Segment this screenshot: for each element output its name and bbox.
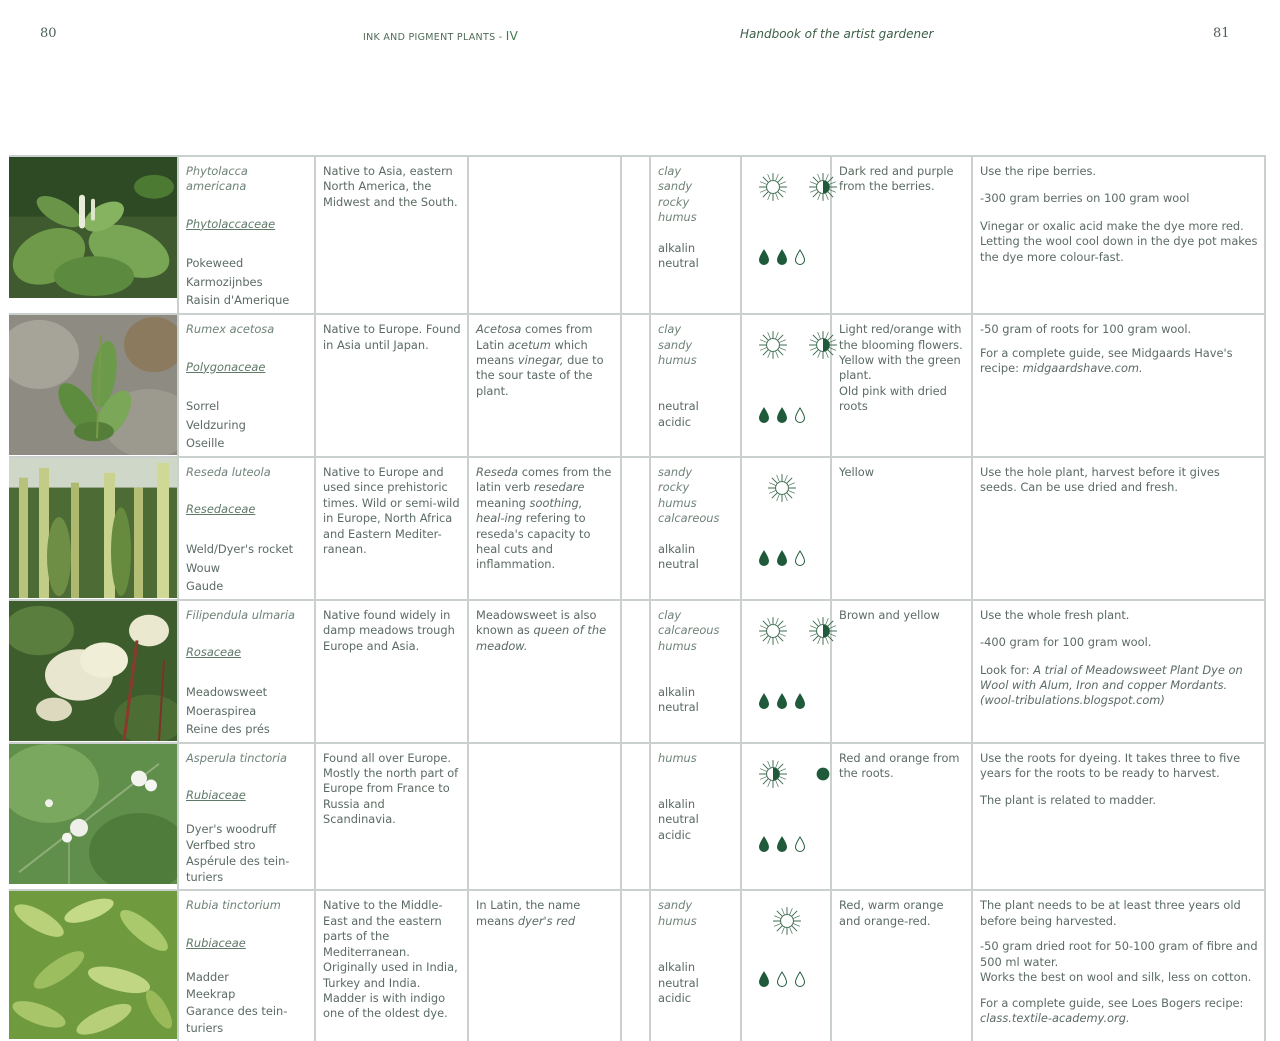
- family-name: Rosaceae: [186, 645, 242, 660]
- sun-icons: [767, 470, 797, 506]
- page-number-left: 80: [40, 26, 57, 41]
- common-name: Wouw: [186, 560, 221, 575]
- plant-photo: [9, 156, 178, 314]
- soil-types: clay sandy humus: [658, 322, 697, 368]
- full-sun-icon: [758, 616, 788, 646]
- family-name: Phytolaccaceae: [186, 216, 276, 231]
- note: The plant needs to be at least three years old before being harvested.: [980, 898, 1241, 928]
- color-result-cell: Dark red and purple from the berries.: [831, 156, 972, 314]
- note: -50 gram dried root for 50-100 gram of fibre and 500 ml water.: [980, 939, 1258, 969]
- note: For a complete guide, see Midgaards Have's recipe: midgaardshave.com.: [980, 345, 1233, 376]
- plant-names-cell: [178, 743, 315, 891]
- conditions-cell: [741, 743, 831, 891]
- water-icons: [758, 834, 806, 854]
- sun-icons: [772, 903, 802, 939]
- plant-names-cell: [178, 457, 315, 600]
- water-drop-filled-icon: [758, 407, 770, 423]
- common-name: Moeraspirea: [186, 703, 257, 718]
- note: Vinegar or oxalic acid make the dye more red. Letting the wool cool down in the dye pot makes the dye more colour-fast.: [980, 218, 1258, 264]
- conditions-cell: [741, 314, 831, 457]
- note: The plant is related to madder.: [980, 793, 1156, 808]
- latin-name: Rumex acetosa: [186, 322, 275, 337]
- water-icons: [758, 247, 806, 267]
- section-title: INK AND PIGMENT PLANTS - IV: [363, 29, 519, 43]
- note: Use the ripe berries.: [980, 164, 1097, 178]
- latin-name: Rubia tinctorium: [186, 898, 281, 913]
- note: Works the best on wool and silk, less on cotton.: [980, 970, 1252, 985]
- notes-cell: [972, 314, 1265, 457]
- common-name: Sorrel: [186, 399, 220, 414]
- color-result-cell: Red and orange from the roots.: [831, 743, 972, 891]
- table-row: [9, 890, 1265, 1041]
- color-result-cell: Red, warm orange and orange-red.: [831, 890, 972, 1041]
- water-drop-filled-icon: [758, 971, 770, 987]
- soil-types: sandy rocky humus calcareous: [658, 465, 720, 526]
- full-sun-icon: [758, 330, 788, 360]
- etymology-cell: [468, 743, 621, 891]
- origin-cell: Native to Asia, eastern North America, the Midwest and the South.: [315, 156, 468, 314]
- common-name: Pokeweed: [186, 256, 244, 271]
- water-drop-empty-icon: [794, 407, 806, 423]
- water-drop-filled-icon: [776, 249, 788, 265]
- soil-cell: [650, 600, 741, 743]
- family-name: Rubiaceae: [186, 935, 246, 950]
- half-shade-icon: [808, 330, 838, 360]
- plant-photo: [9, 600, 178, 743]
- color-result-cell: Brown and yellow: [831, 600, 972, 743]
- origin-cell: Native to Europe and used since prehistoric times. Wild or semi-wild in Europe, North Africa and Eastern Mediter-ranean.: [315, 457, 468, 600]
- water-drop-filled-icon: [758, 550, 770, 566]
- color-result-cell: Light red/orange with the blooming flowers. Yellow with the green plant. Old pink with dried roots: [831, 314, 972, 457]
- plant-names-cell: [178, 314, 315, 457]
- half-shade-icon: [758, 759, 788, 789]
- spacer-cell: [621, 314, 650, 457]
- origin-cell: Found all over Europe. Mostly the north part of Europe from France to Russia and Scandinavia.: [315, 743, 468, 891]
- common-name: Gaude: [186, 578, 224, 593]
- soil-ph: neutral acidic: [658, 399, 699, 429]
- family-name: Polygonaceae: [186, 359, 266, 374]
- notes-cell: [972, 890, 1265, 1041]
- common-name: Verfbed stro: [186, 838, 256, 853]
- dyers-woodruff-photo: [9, 744, 177, 884]
- latin-name: Filipendula ulmaria: [186, 607, 296, 622]
- full-sun-icon: [772, 906, 802, 936]
- soil-cell: [650, 457, 741, 600]
- dye-plant-table: [9, 155, 1266, 1041]
- meadowsweet-photo: [9, 601, 177, 741]
- plant-photo: [9, 890, 178, 1041]
- notes-cell: [972, 156, 1265, 314]
- common-name: Meadowsweet: [186, 684, 268, 699]
- soil-types: humus: [658, 750, 697, 765]
- conditions-cell: [741, 156, 831, 314]
- common-name: Madder: [186, 970, 229, 985]
- soil-ph: alkalin neutral acidic: [658, 960, 699, 1006]
- table-row: [9, 743, 1265, 891]
- water-drop-filled-icon: [758, 836, 770, 852]
- water-drop-filled-icon: [776, 407, 788, 423]
- half-shade-icon: [808, 616, 838, 646]
- note: -400 gram for 100 gram wool.: [980, 635, 1152, 650]
- notes-cell: [972, 743, 1265, 891]
- water-drop-empty-icon: [794, 550, 806, 566]
- latin-name: Phytolacca americana: [186, 164, 248, 194]
- common-name: Raisin d'Amerique: [186, 293, 290, 308]
- note: -300 gram berries on 100 gram wool: [980, 191, 1190, 206]
- common-name: Karmozijnbes: [186, 275, 263, 290]
- soil-cell: [650, 743, 741, 891]
- spacer-cell: [621, 457, 650, 600]
- water-icons: [758, 405, 806, 425]
- plant-photo: [9, 457, 178, 600]
- color-result-cell: Yellow: [831, 457, 972, 600]
- page-number-right: 81: [1213, 26, 1230, 41]
- spacer-cell: [621, 890, 650, 1041]
- pokeweed-photo: [9, 157, 177, 298]
- water-icons: [758, 691, 806, 711]
- latin-name: Asperula tinctoria: [186, 750, 288, 765]
- conditions-cell: [741, 600, 831, 743]
- common-name: Oseille: [186, 436, 225, 451]
- family-name: Resedaceae: [186, 502, 256, 517]
- common-name: Aspérule des tein-turiers: [186, 854, 290, 885]
- water-drop-empty-icon: [794, 971, 806, 987]
- water-drop-filled-icon: [758, 249, 770, 265]
- family-name: Rubiaceae: [186, 788, 246, 803]
- common-name: Dyer's woodruff: [186, 822, 277, 837]
- sun-icons: [758, 613, 838, 649]
- note: Look for: A trial of Meadowsweet Plant Dye on Wool with Alum, Iron and copper Mordants. (wool-tribulations.blogspot.com): [980, 662, 1243, 708]
- spacer-cell: [621, 156, 650, 314]
- soil-ph: alkalin neutral acidic: [658, 797, 699, 842]
- plant-names-cell: [178, 890, 315, 1041]
- plant-names-cell: [178, 600, 315, 743]
- plant-photo: [9, 314, 178, 457]
- water-icons: [758, 548, 806, 568]
- common-name: Reine des prés: [186, 721, 270, 736]
- full-sun-icon: [758, 172, 788, 202]
- water-drop-filled-icon: [758, 693, 770, 709]
- book-title: Handbook of the artist gardener: [740, 27, 934, 41]
- origin-cell: Native to Europe. Found in Asia until Japan.: [315, 314, 468, 457]
- etymology-cell: In Latin, the name means dyer's red: [468, 890, 621, 1041]
- note: Use the hole plant, harvest before it gives seeds. Can be use dried and fresh.: [980, 465, 1220, 495]
- soil-cell: [650, 314, 741, 457]
- water-drop-empty-icon: [776, 971, 788, 987]
- notes-cell: [972, 457, 1265, 600]
- common-name: Garance des tein-turiers: [186, 1004, 288, 1036]
- table-row: [9, 156, 1265, 314]
- note: -50 gram of roots for 100 gram wool.: [980, 322, 1192, 337]
- full-shade-icon: [808, 759, 838, 789]
- table-row: [9, 314, 1265, 457]
- spacer-cell: [621, 743, 650, 891]
- common-name: Veldzuring: [186, 418, 246, 433]
- water-drop-filled-icon: [776, 693, 788, 709]
- sun-icons: [758, 169, 838, 205]
- origin-cell: Native found widely in damp meadows trough Europe and Asia.: [315, 600, 468, 743]
- sun-icons: [758, 327, 838, 363]
- half-shade-icon: [808, 172, 838, 202]
- latin-name: Reseda luteola: [186, 465, 271, 480]
- spacer-cell: [621, 600, 650, 743]
- water-drop-filled-icon: [776, 836, 788, 852]
- origin-cell: Native to the Middle-East and the eastern parts of the Mediterranean. Originally used in India, Turkey and India. Madder is with indigo one of the oldest dye.: [315, 890, 468, 1041]
- soil-ph: alkalin neutral: [658, 240, 699, 271]
- plant-photo: [9, 743, 178, 891]
- soil-cell: [650, 156, 741, 314]
- sorrel-photo: [9, 315, 177, 455]
- water-drop-filled-icon: [776, 550, 788, 566]
- soil-types: clay calcareous humus: [658, 607, 720, 653]
- conditions-cell: [741, 457, 831, 600]
- etymology-cell: Meadowsweet is also known as queen of the meadow.: [468, 600, 621, 743]
- soil-ph: alkalin neutral: [658, 685, 699, 715]
- weld-photo: [9, 458, 177, 598]
- water-drop-empty-icon: [794, 836, 806, 852]
- table-row: [9, 600, 1265, 743]
- soil-types: clay sandy rocky humus: [658, 164, 697, 225]
- soil-types: sandy humus: [658, 898, 697, 928]
- notes-cell: [972, 600, 1265, 743]
- note: Use the whole fresh plant.: [980, 607, 1130, 622]
- soil-cell: [650, 890, 741, 1041]
- etymology-cell: Reseda comes from the latin verb resedare meaning soothing, heal-ing refering to reseda's capacity to heal cuts and inflammation.: [468, 457, 621, 600]
- plant-names-cell: [178, 156, 315, 314]
- common-name: Weld/Dyer's rocket: [186, 541, 294, 556]
- note: Use the roots for dyeing. It takes three to five years for the roots to be ready to harvest.: [980, 750, 1241, 781]
- etymology-cell: [468, 156, 621, 314]
- etymology-cell: Acetosa comes from Latin acetum which means vinegar, due to the sour taste of the plant.: [468, 314, 621, 457]
- full-sun-icon: [767, 473, 797, 503]
- water-drop-empty-icon: [794, 249, 806, 265]
- water-icons: [758, 969, 806, 989]
- table-row: [9, 457, 1265, 600]
- water-drop-filled-icon: [794, 693, 806, 709]
- note: For a complete guide, see Loes Bogers recipe: class.textile-academy.org.: [980, 995, 1244, 1025]
- conditions-cell: [741, 890, 831, 1041]
- soil-ph: alkalin neutral: [658, 541, 699, 572]
- common-name: Meekrap: [186, 987, 236, 1002]
- madder-photo: [9, 891, 177, 1039]
- sun-icons: [758, 756, 838, 792]
